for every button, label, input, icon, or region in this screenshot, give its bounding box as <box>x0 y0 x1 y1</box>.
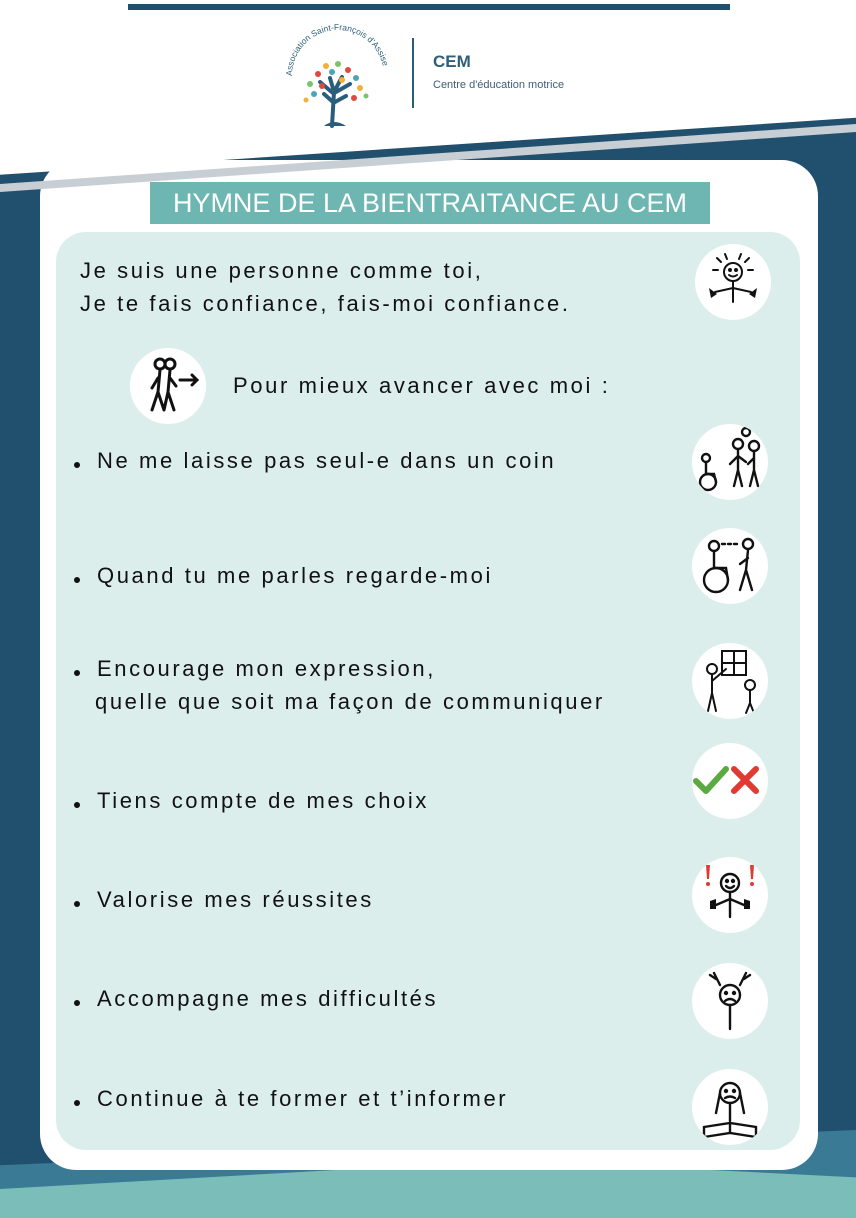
page-title <box>150 182 710 224</box>
check-cross-icon <box>692 743 768 819</box>
sad-person-icon <box>692 963 768 1039</box>
lead-text: Pour mieux avancer avec moi : <box>233 373 611 398</box>
page-title-text: HYMNE DE LA BIENTRAITANCE AU CEM <box>172 187 688 218</box>
item-2-text: Quand tu me parles regarde-moi <box>97 563 493 588</box>
item-5-text: Valorise mes réussites <box>97 887 374 912</box>
bullet <box>74 1100 80 1106</box>
item-6-text: Accompagne mes difficultés <box>97 986 439 1011</box>
intro-line-1: Je suis une personne comme toi, <box>80 258 484 283</box>
group-wheelchair-icon <box>692 424 768 500</box>
top-bar <box>128 4 730 10</box>
bullet <box>74 577 80 583</box>
intro-line-2: Je te fais confiance, fais-moi confiance. <box>80 291 571 316</box>
bullet <box>74 1000 80 1006</box>
association-logo <box>280 22 395 130</box>
org-short-name: CEM <box>433 52 471 71</box>
item-3-text-line-1: Encourage mon expression, <box>97 656 436 681</box>
item-7-text: Continue à te former et t’informer <box>97 1086 509 1111</box>
bullet <box>74 462 80 468</box>
item-3-text-line-2: quelle que soit ma façon de communiquer <box>95 689 605 714</box>
person-hands-out-icon <box>695 244 771 320</box>
communication-board-icon <box>692 643 768 719</box>
eye-contact-icon <box>692 528 768 604</box>
item-4-text: Tiens compte de mes choix <box>97 788 429 813</box>
header-divider <box>412 38 414 108</box>
logo-arc-text: Association Saint-François d'Assise <box>283 22 391 77</box>
thumbs-up-icon <box>692 857 768 933</box>
bullet <box>74 670 80 676</box>
bullet <box>74 901 80 907</box>
org-full-name: Centre d'éducation motrice <box>433 79 565 91</box>
bullet <box>74 802 80 808</box>
item-1-text: Ne me laisse pas seul-e dans un coin <box>97 448 557 473</box>
svg-text:Association Saint-François d'A <box>284 22 391 76</box>
walking-people-icon <box>130 348 206 424</box>
reading-person-icon <box>692 1069 768 1145</box>
